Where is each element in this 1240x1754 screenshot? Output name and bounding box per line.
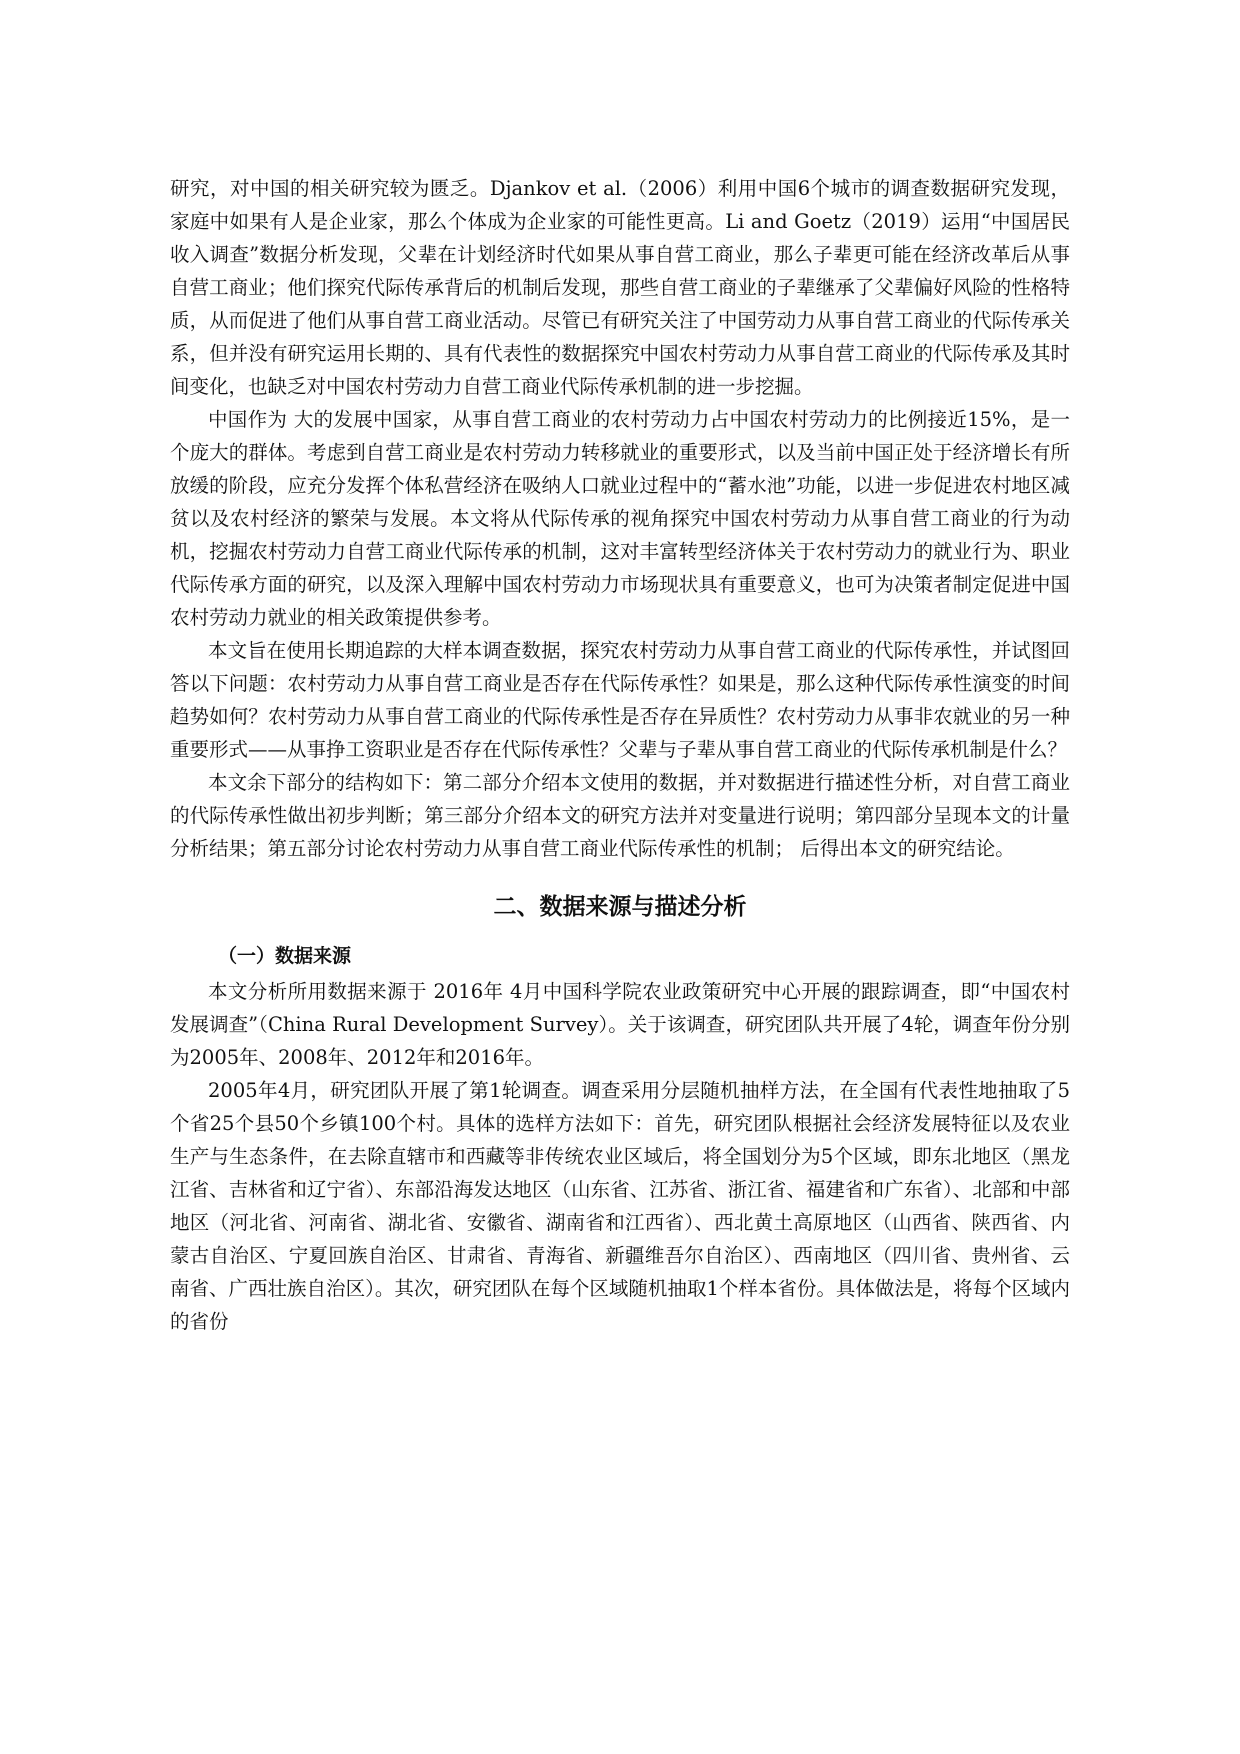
paragraph-intro-1: 研究，对中国的相关研究较为匮乏。Djankov et al.（2006）利用中国6个城市的调查数据研究发现，家庭中如果有人是企业家，那么个体成为企业家的可能性更高。Li and Goetz（2019）运用“中国居民收入调查”数据分析发现，父辈在计划经济时代如果从事自营工商业，那么子辈更可能在经济改革后从事自营工商业；他们探究代际传承背后的机制后发现，那些自营工商业的子辈继承了父辈偏好风险的性格特质，从而促进了他们从事自营工商业活动。尽管已有研究关注了中国劳动力从事自营工商业的代际传承关系，但并没有研究运用长期的、具有代表性的数据探究中国农村劳动力从事自营工商业的代际传承及其时间变化，也缺乏对中国农村劳动力自营工商业代际传承机制的进一步挖掘。	[170, 177, 1070, 398]
paragraph-data-2: 2005年4月，研究团队开展了第1轮调查。调查采用分层随机抽样方法，在全国有代表性地抽取了5个省25个县50个乡镇100个村。具体的选样方法如下：首先，研究团队根据社会经济发展特征以及农业生产与生态条件，在去除直辖市和西藏等非传统农业区域后，将全国划分为5个区域，即东北地区（黑龙江省、吉林省和辽宁省）、东部沿海发达地区（山东省、江苏省、浙江省、福建省和广东省）、北部和中部地区（河北省、河南省、湖北省、安徽省、湖南省和江西省）、西北黄土高原地区（山西省、陕西省、内蒙古自治区、宁夏回族自治区、甘肃省、青海省、新疆维吾尔自治区）、西南地区（四川省、贵州省、云南省、广西壮族自治区）。其次，研究团队在每个区域随机抽取1个样本省份。具体做法是，将每个区域内的省份	[170, 1079, 1070, 1333]
paragraph-intro-3: 本文旨在使用长期追踪的大样本调查数据，探究农村劳动力从事自营工商业的代际传承性，并试图回答以下问题：农村劳动力从事自营工商业是否存在代际传承性？如果是，那么这种代际传承性演变的时间趋势如何？农村劳动力从事自营工商业的代际传承性是否存在异质性？农村劳动力从事非农就业的另一种重要形式——从事挣工资职业是否存在代际传承性？父辈与子辈从事自营工商业的代际传承机制是什么？	[170, 639, 1070, 761]
paragraph-intro-2: 中国作为 大的发展中国家，从事自营工商业的农村劳动力占中国农村劳动力的比例接近15%，是一个庞大的群体。考虑到自营工商业是农村劳动力转移就业的重要形式，以及当前中国正处于经济增长有所放缓的阶段，应充分发挥个体私营经济在吸纳人口就业过程中的“蓄水池”功能，以进一步促进农村地区减贫以及农村经济的繁荣与发展。本文将从代际传承的视角探究中国农村劳动力从事自营工商业的行为动机，挖掘农村劳动力自营工商业代际传承的机制，这对丰富转型经济体关于农村劳动力的就业行为、职业代际传承方面的研究，以及深入理解中国农村劳动力市场现状具有重要意义，也可为决策者制定促进中国农村劳动力就业的相关政策提供参考。	[170, 408, 1070, 629]
paragraph-intro-4: 本文余下部分的结构如下：第二部分介绍本文使用的数据，并对数据进行描述性分析，对自营工商业的代际传承性做出初步判断；第三部分介绍本文的研究方法并对变量进行说明；第四部分呈现本文的计量分析结果；第五部分讨论农村劳动力从事自营工商业代际传承性的机制； 后得出本文的研究结论。	[170, 771, 1070, 860]
section-title: 二、数据来源与描述分析	[493, 894, 747, 920]
subsection-title: （一）数据来源	[218, 945, 352, 967]
page-body	[170, 172, 1070, 1338]
paragraph-data-1: 本文分析所用数据来源于 2016年 4月中国科学院农业政策研究中心开展的跟踪调查，即“中国农村发展调查”（China Rural Development Survey）。关于该调查，研究团队共开展了4轮，调查年份分别为2005年、2008年、2012年和2016年。	[170, 980, 1070, 1069]
